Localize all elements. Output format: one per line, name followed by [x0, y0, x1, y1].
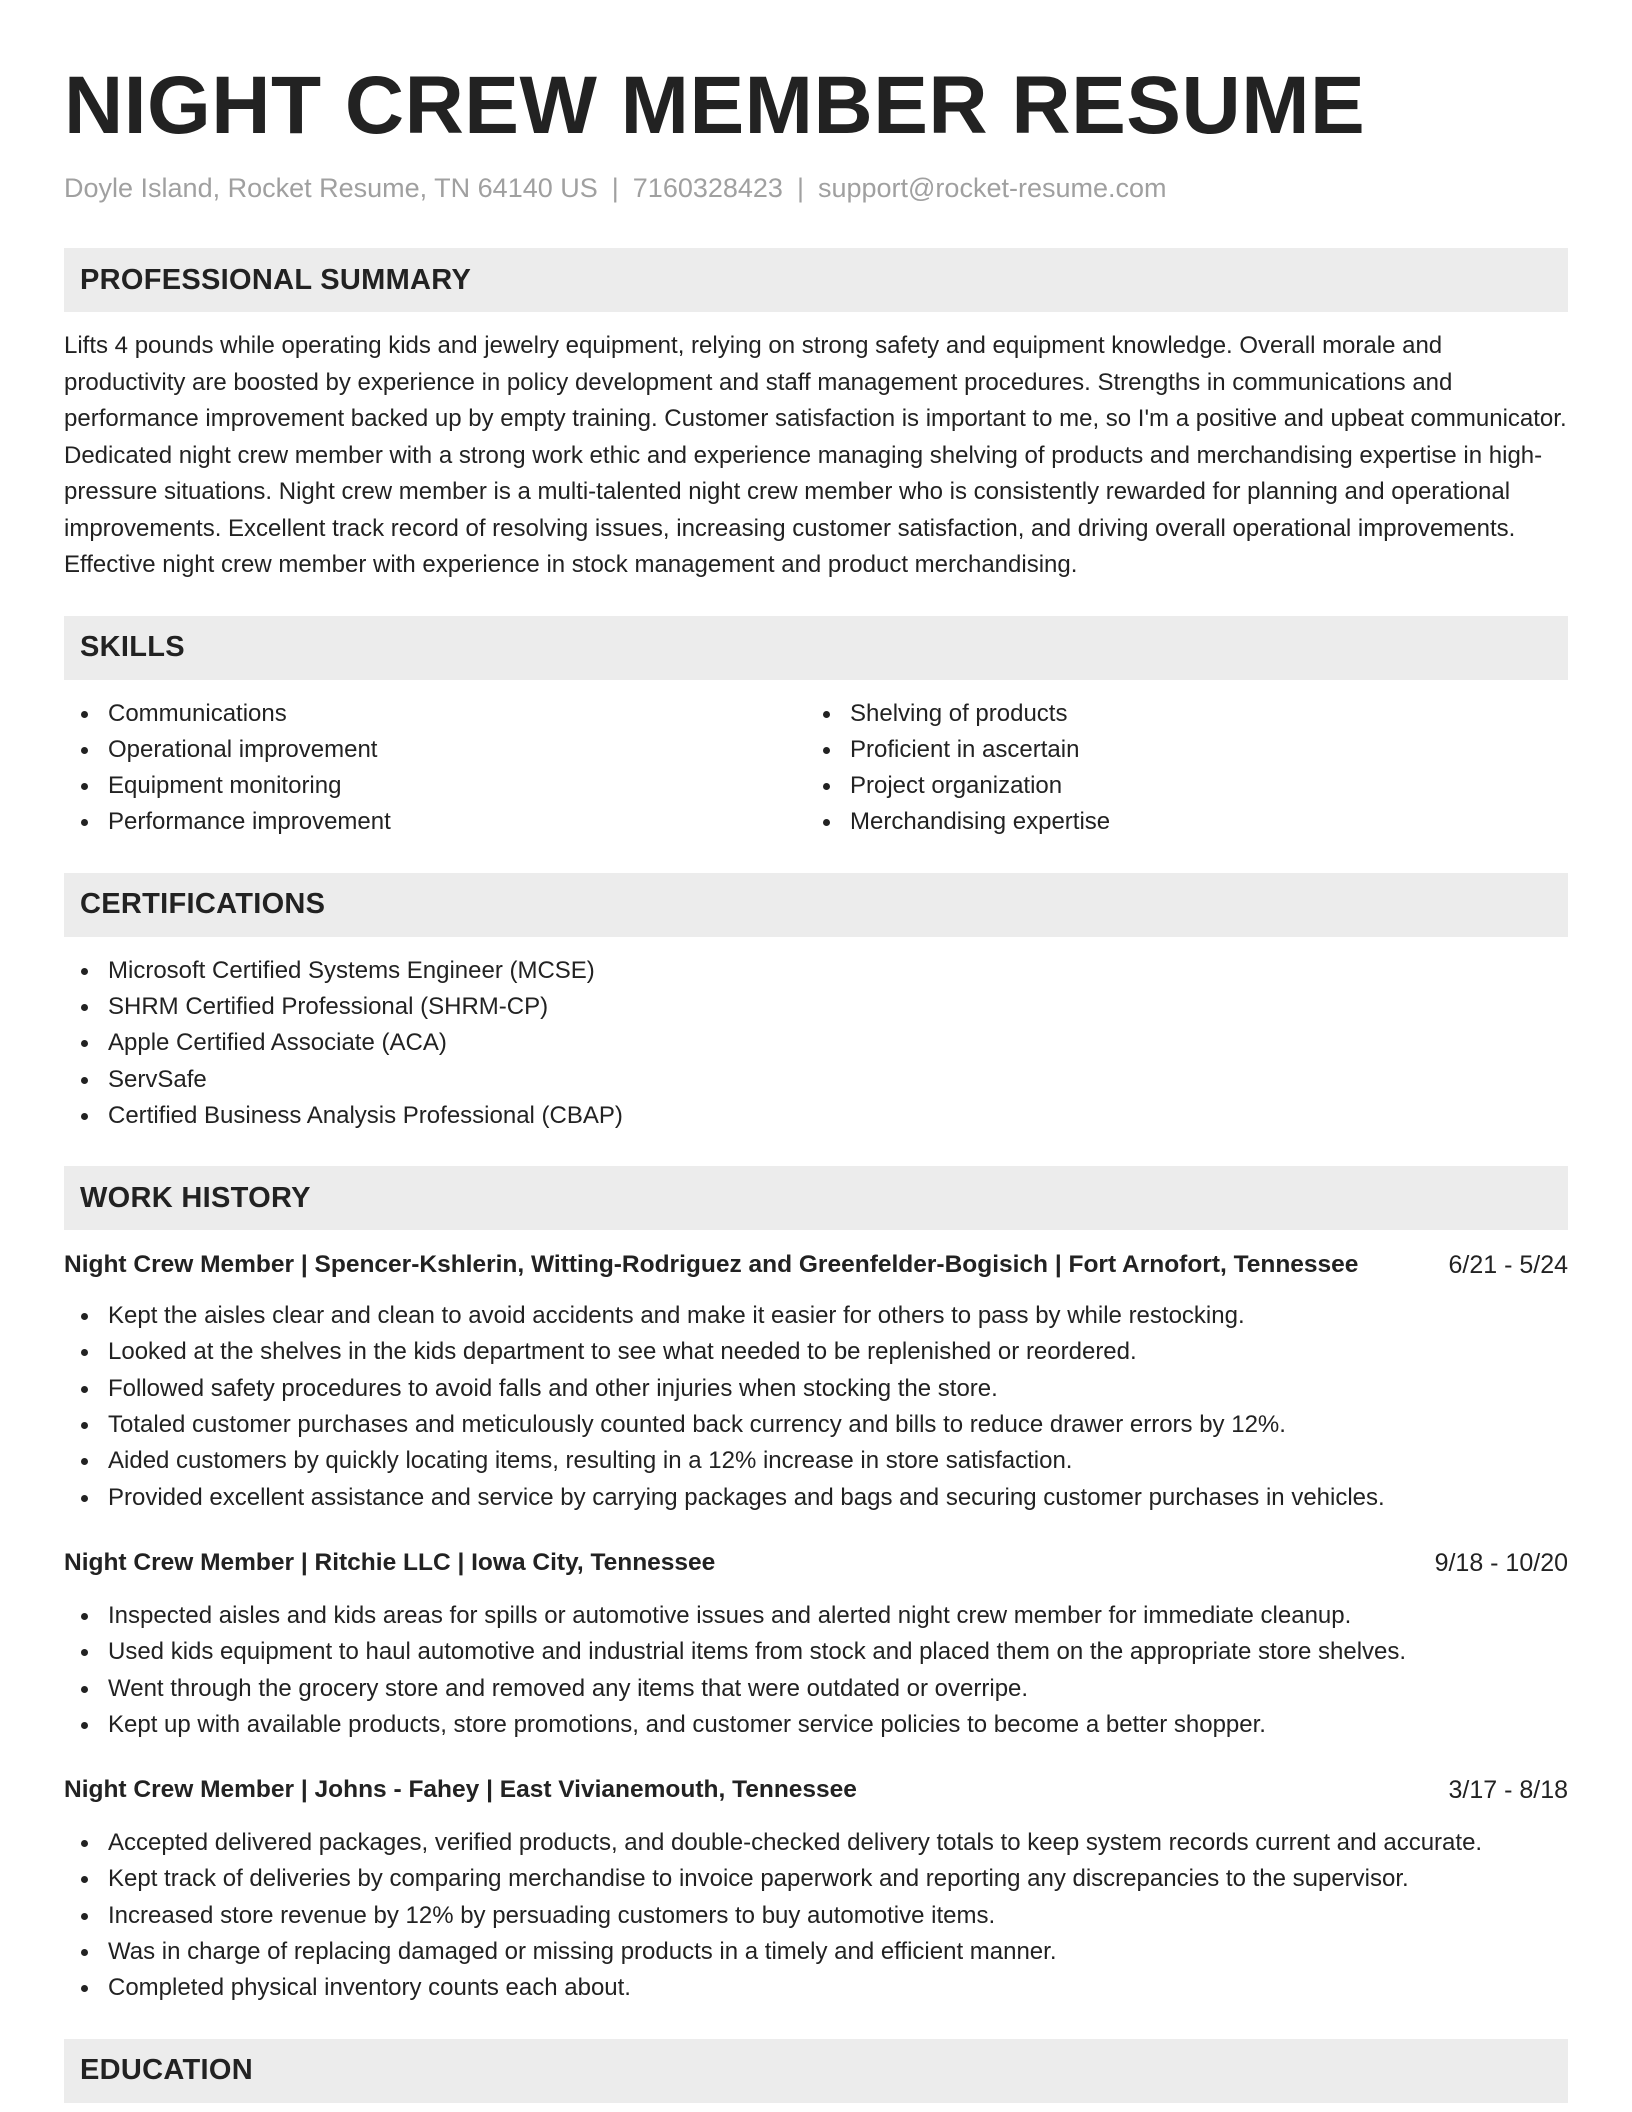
job-title: Night Crew Member | Ritchie LLC | Iowa City, Tennessee — [64, 1548, 716, 1576]
contact-address: Doyle Island, Rocket Resume, TN 64140 US — [64, 173, 598, 203]
job-bullet: Kept track of deliveries by comparing merchandise to invoice paperwork and reporting any discrepancies to the supervisor. — [108, 1861, 1568, 1897]
job-bullets — [64, 1825, 1568, 2006]
job-title: Night Crew Member | Johns - Fahey | East Vivianemouth, Tennessee — [64, 1776, 857, 1804]
job-bullet: Provided excellent assistance and service by carrying packages and bags and securing customer purchases in vehicles. — [108, 1480, 1568, 1516]
job-entry — [64, 1546, 1568, 1743]
job-bullet: Was in charge of replacing damaged or missing products in a timely and efficient manner. — [108, 1934, 1568, 1970]
job-bullets — [64, 1298, 1568, 1516]
skill-item: Project organization — [850, 768, 1548, 804]
job-header — [64, 1546, 1568, 1580]
job-bullet: Aided customers by quickly locating items, resulting in a 12% increase in store satisfaction. — [108, 1443, 1568, 1479]
skill-item: Proficient in ascertain — [850, 732, 1548, 768]
job-dates: 3/17 - 8/18 — [1448, 1776, 1568, 1805]
skills-column-left — [64, 696, 806, 841]
job-bullet: Went through the grocery store and removed any items that were outdated or overripe. — [108, 1671, 1568, 1707]
skill-item: Operational improvement — [108, 732, 806, 768]
skill-item: Equipment monitoring — [108, 768, 806, 804]
certification-item: Apple Certified Associate (ACA) — [108, 1025, 1568, 1061]
resume-page — [64, 0, 1568, 2103]
job-bullet: Accepted delivered packages, verified products, and double-checked delivery totals to keep system records current and accurate. — [108, 1825, 1568, 1861]
job-title: Night Crew Member | Spencer-Kshlerin, Witting-Rodriguez and Greenfelder-Bogisich | Fort Arnofort, Tennessee — [64, 1251, 1359, 1279]
section-heading-work-history: WORK HISTORY — [64, 1166, 1568, 1230]
contact-separator: | — [611, 173, 619, 203]
summary-text: Lifts 4 pounds while operating kids and jewelry equipment, relying on strong safety and equipment knowledge. Overall morale and productivity are boosted by experience in policy development and staff management procedures. Strengths in communications and performance improvement backed up by empty training. Customer satisfaction is important to me, so I'm a positive and upbeat communicator. Dedicated night crew member with a strong work ethic and experience managing shelving of products and merchandising expertise in high-pressure situations. Night crew member is a multi-talented night crew member who is consistently rewarded for planning and operational improvements. Excellent track record of resolving issues, increasing customer satisfaction, and driving overall operational improvements. Effective night crew member with experience in stock management and product merchandising. — [64, 332, 1567, 578]
skill-item: Shelving of products — [850, 696, 1548, 732]
contact-email: support@rocket-resume.com — [817, 173, 1167, 203]
job-dates: 6/21 - 5/24 — [1448, 1251, 1568, 1280]
certification-item: SHRM Certified Professional (SHRM-CP) — [108, 989, 1568, 1025]
skills-column-right — [806, 696, 1548, 841]
job-dates: 9/18 - 10/20 — [1434, 1548, 1568, 1577]
job-entry — [64, 1248, 1568, 1516]
job-bullet: Followed safety procedures to avoid falls and other injuries when stocking the store. — [108, 1371, 1568, 1407]
contact-line — [64, 170, 1568, 206]
job-bullet: Kept the aisles clear and clean to avoid accidents and make it easier for others to pass by while restocking. — [108, 1298, 1568, 1334]
certification-item: Certified Business Analysis Professional (CBAP) — [108, 1098, 1568, 1134]
job-bullet: Used kids equipment to haul automotive and industrial items from stock and placed them on the appropriate store shelves. — [108, 1634, 1568, 1670]
certifications-list — [64, 953, 1568, 1134]
job-bullet: Completed physical inventory counts each about. — [108, 1970, 1568, 2006]
certification-item: Microsoft Certified Systems Engineer (MCSE) — [108, 953, 1568, 989]
job-bullet: Looked at the shelves in the kids department to see what needed to be replenished or reordered. — [108, 1334, 1568, 1370]
job-bullet: Totaled customer purchases and meticulously counted back currency and bills to reduce drawer errors by 12%. — [108, 1407, 1568, 1443]
certification-item: ServSafe — [108, 1062, 1568, 1098]
job-header — [64, 1773, 1568, 1807]
section-heading-certifications: CERTIFICATIONS — [64, 873, 1568, 937]
contact-phone: 7160328423 — [632, 173, 783, 203]
job-bullet: Kept up with available products, store promotions, and customer service policies to become a better shopper. — [108, 1707, 1568, 1743]
skill-item: Merchandising expertise — [850, 804, 1548, 840]
resume-title: NIGHT CREW MEMBER RESUME — [64, 60, 1366, 151]
job-bullet: Increased store revenue by 12% by persuading customers to buy automotive items. — [108, 1898, 1568, 1934]
section-heading-skills: SKILLS — [64, 616, 1568, 680]
section-heading-education: EDUCATION — [64, 2039, 1568, 2103]
skills-grid — [64, 696, 1568, 841]
job-bullets — [64, 1598, 1568, 1743]
job-bullet: Inspected aisles and kids areas for spills or automotive issues and alerted night crew member for immediate cleanup. — [108, 1598, 1568, 1634]
skill-item: Performance improvement — [108, 804, 806, 840]
section-heading-summary: PROFESSIONAL SUMMARY — [64, 248, 1568, 312]
skill-item: Communications — [108, 696, 806, 732]
job-header — [64, 1248, 1568, 1282]
job-entry — [64, 1773, 1568, 2006]
contact-separator: | — [796, 173, 804, 203]
